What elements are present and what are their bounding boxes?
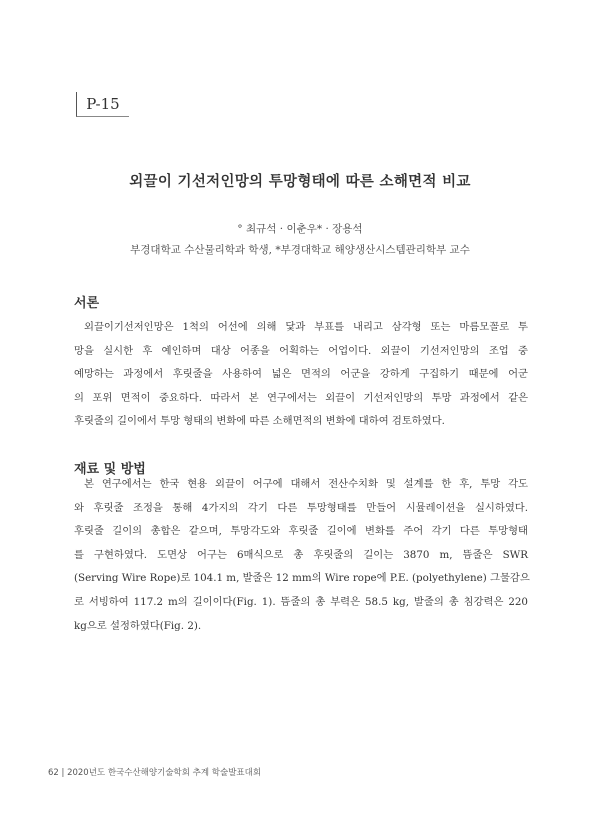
text-line: 를 구현하였다. 도면상 어구는 6매식으로 총 후릿줄의 길이는 3870 m, 뜸줄은 SWR (74, 548, 528, 561)
text-line: 후릿줄의 길이에서 투망 형태의 변화에 따른 소해면적의 변화에 대하여 검토하였다. (74, 415, 445, 428)
text-line: 와 후릿줄 조정을 통해 4가지의 각기 다른 투망형태를 만들어 시뮬레이션을 실시하였다. (74, 501, 528, 514)
text-line: 망을 실시한 후 예인하며 대상 어종을 어획하는 어업이다. 외끌이 기선저인망의 조업 중 (74, 344, 528, 357)
text-line: 후릿줄 길이의 총합은 같으며, 투망각도와 후릿줄 길이에 변화를 주어 각기 다른 투망형태 (74, 525, 528, 538)
page-footer: 62 | 2020년도 한국수산해양기술학회 추계 학술발표대회 (48, 768, 262, 778)
presentation-label: P-15 (76, 92, 129, 117)
section-body-methods (74, 473, 528, 638)
text-line: kg으로 설정하였다(Fig. 2). (74, 619, 202, 632)
section-heading-methods: 재료 및 방법 (74, 462, 146, 477)
text-line: 로 서빙하여 117.2 m의 길이이다(Fig. 1). 뜸줄의 총 부력은 58.5 kg, 발줄의 총 침강력은 220 (74, 595, 528, 608)
authors: ° 최규석 · 이춘우* · 장용석 (237, 223, 363, 235)
section-heading-intro: 서론 (74, 296, 100, 311)
affiliation: 부경대학교 수산물리학과 학생, *부경대학교 해양생산시스템관리학부 교수 (130, 244, 470, 256)
text-line: (Serving Wire Rope)로 104.1 m, 발줄은 12 mm의 Wire rope에 P.E. (polyethylene) 그물감으 (74, 572, 530, 585)
paper-title: 외끌이 기선저인망의 투망형태에 따른 소해면적 비교 (129, 173, 471, 190)
section-body-intro (74, 316, 528, 434)
text-line: 의 포위 면적이 중요하다. 따라서 본 연구에서는 외끌이 기선저인망의 투망 과정에서 같은 (74, 391, 528, 404)
text-line: 예망하는 과정에서 후릿줄을 사용하여 넓은 면적의 어군을 강하게 구집하기 때문에 어군 (74, 368, 528, 381)
text-line: 본 연구에서는 한국 현용 외끌이 어구에 대해서 전산수치화 및 설계를 한 후, 투망 각도 (84, 478, 528, 490)
text-line: 외끌이기선저인망은 1척의 어선에 의해 닻과 부표를 내리고 삼각형 또는 마름모꼴로 투 (84, 321, 528, 333)
